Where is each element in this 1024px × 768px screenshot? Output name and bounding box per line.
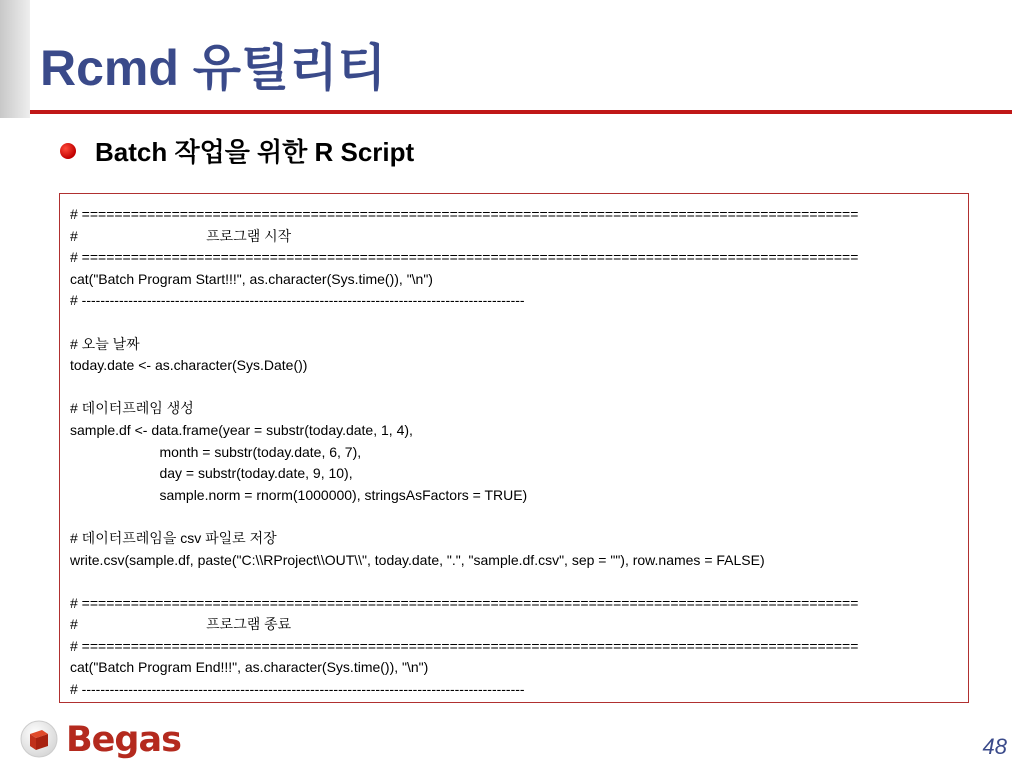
code-line: # ===============================================================================================	[70, 637, 859, 654]
slide-title: Rcmd 유틸리티	[40, 40, 387, 96]
code-line	[70, 571, 968, 593]
code-line: write.csv(sample.df, paste("C:\\RProject\\OUT\\", today.date, ".", "sample.df.csv", sep = ""), row.names = FALSE)	[70, 551, 765, 568]
code-line: # -----------------------------------------------------------------------------------------------	[70, 681, 525, 698]
code-line: cat("Batch Program End!!!", as.character(Sys.time()), "\n")	[70, 659, 429, 676]
bullet-icon	[60, 143, 76, 159]
code-line: # 데이터프레임을 csv 파일로 저장	[70, 529, 277, 546]
code-line: # ===============================================================================================	[70, 206, 859, 222]
page-number: 48	[982, 734, 1007, 759]
code-line: # 프로그램 종료	[70, 616, 292, 633]
company-logo	[20, 718, 180, 762]
code-line: day = substr(today.date, 9, 10),	[70, 465, 353, 482]
code-line: # 프로그램 시작	[70, 227, 292, 244]
code-line: # -----------------------------------------------------------------------------------------------	[70, 292, 525, 309]
bullet-heading: Batch 작업을 위한 R Script	[95, 137, 415, 167]
title-divider	[30, 110, 1012, 114]
side-decoration	[0, 0, 30, 118]
code-line: sample.df <- data.frame(year = substr(today.date, 1, 4),	[70, 421, 413, 438]
code-line: sample.norm = rnorm(1000000), stringsAsFactors = TRUE)	[70, 486, 528, 503]
code-line	[70, 377, 968, 399]
code-line	[70, 506, 968, 528]
code-line	[70, 312, 968, 334]
code-line: # ===============================================================================================	[70, 249, 859, 266]
code-line: # 데이터프레임 생성	[70, 400, 194, 417]
code-line: # ===============================================================================================	[70, 594, 859, 611]
logo-cube-icon	[20, 720, 58, 758]
logo-text: Begas	[66, 720, 181, 760]
code-line: month = substr(today.date, 6, 7),	[70, 443, 362, 460]
code-line: today.date <- as.character(Sys.Date())	[70, 357, 308, 374]
code-line: cat("Batch Program Start!!!", as.character(Sys.time()), "\n")	[70, 270, 433, 287]
code-block	[59, 193, 969, 703]
code-line: # 오늘 날짜	[70, 335, 140, 352]
